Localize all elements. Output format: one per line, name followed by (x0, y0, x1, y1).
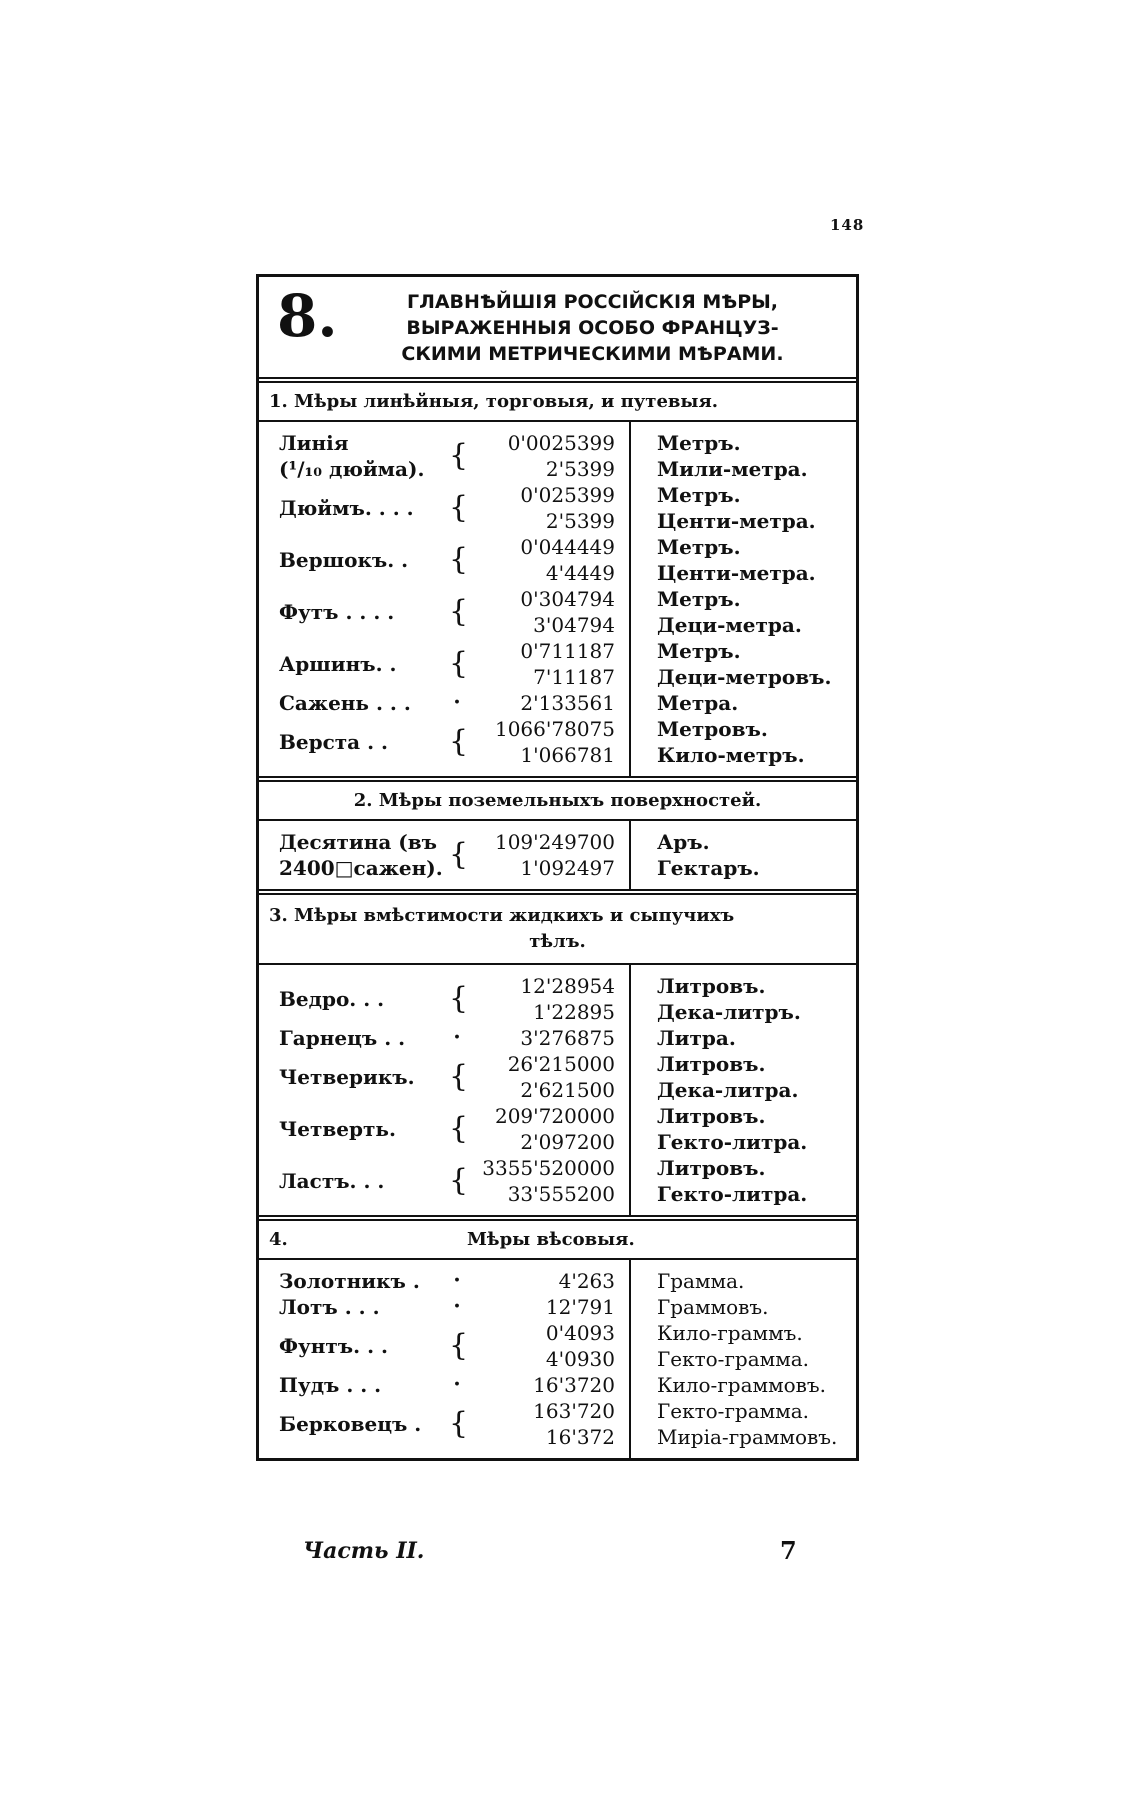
table-row (465, 1103, 856, 1129)
brace-mark: { (449, 1328, 469, 1363)
measure-name (259, 690, 449, 716)
measure-group (259, 829, 856, 881)
measure-group (259, 1398, 856, 1450)
brace-mark: · (452, 1367, 462, 1402)
metric-unit: Литра. (657, 1026, 736, 1050)
metric-value: 3'04794 (533, 613, 615, 637)
measure-name (259, 599, 449, 625)
column-divider (629, 1260, 631, 1458)
measure-name-line: (¹/₁₀ дюйма). (279, 457, 425, 481)
metric-value: 1'092497 (520, 856, 615, 880)
measure-name-line: Десятина (въ (279, 830, 437, 854)
metric-unit: Метръ. (657, 639, 741, 663)
measure-rows (465, 1051, 856, 1103)
measure-name-line: 2400□сажен). (279, 856, 443, 880)
brace-mark: { (449, 646, 469, 681)
metric-value: 1066'78075 (494, 717, 615, 741)
measure-group (259, 534, 856, 586)
table-row (465, 664, 856, 690)
measure-name-line: Ведро. . . (279, 987, 385, 1011)
measure-name (259, 495, 449, 521)
metric-value: 4'263 (558, 1269, 615, 1293)
table-row (465, 1268, 856, 1294)
measure-name-line: Футъ . . . . (279, 600, 395, 624)
measure-name (259, 1116, 449, 1142)
measure-name-line: Четверть. (279, 1117, 396, 1141)
measure-rows (465, 1025, 856, 1051)
brace-mark: { (449, 724, 469, 759)
measure-rows (465, 482, 856, 534)
table-row (465, 1320, 856, 1346)
measure-rows (465, 1268, 856, 1294)
table-row (465, 1077, 856, 1103)
section-header-land: 2. Мѣры поземельныхъ поверхностей. (259, 782, 856, 821)
metric-value: 0'0025399 (507, 431, 615, 455)
measure-group (259, 685, 856, 720)
metric-unit: Гекто-литра. (657, 1130, 808, 1154)
measure-group (259, 973, 856, 1025)
table-row (465, 690, 856, 716)
measure-name-line: Четверикъ. (279, 1065, 415, 1089)
brace-mark: { (449, 490, 469, 525)
table-row (465, 1372, 856, 1398)
table-row (465, 1294, 856, 1320)
measure-group (259, 1155, 856, 1207)
metric-unit: Метра. (657, 691, 739, 715)
brace-mark: { (449, 1406, 469, 1441)
section-header-weight (259, 1221, 856, 1260)
title-line: ВЫРАЖЕННЫЯ ОСОБО ФРАНЦУЗ- (406, 317, 779, 339)
measure-name-line: Ластъ. . . (279, 1169, 385, 1193)
metric-unit: Гекто-грамма. (657, 1347, 810, 1371)
metric-unit: Гекто-грамма. (657, 1399, 810, 1423)
metric-value: 4'0930 (545, 1347, 615, 1371)
table-row (465, 1346, 856, 1372)
measure-rows (465, 1155, 856, 1207)
measure-name (259, 729, 449, 755)
measure-name (259, 829, 449, 881)
title-line: СКИМИ МЕТРИЧЕСКИМИ МѢРАМИ. (401, 343, 784, 365)
measure-name (259, 1294, 449, 1320)
metric-unit: Дека-литръ. (657, 1000, 801, 1024)
brace-mark: { (449, 1059, 469, 1094)
metric-value: 3355'520000 (482, 1156, 615, 1180)
metric-unit: Дека-литра. (657, 1078, 799, 1102)
metric-value: 2'133561 (520, 691, 615, 715)
measure-group (259, 638, 856, 690)
measure-name-line: Лотъ . . . (279, 1295, 380, 1319)
measure-group (259, 716, 856, 768)
measure-group (259, 1103, 856, 1155)
measure-name-line: Фунтъ. . . (279, 1334, 388, 1358)
measure-name (259, 1025, 449, 1051)
brace-mark: { (449, 594, 469, 629)
metric-value: 2'5399 (545, 457, 615, 481)
section-title: Мѣры вѣсовыя. (467, 1229, 635, 1250)
measure-rows (465, 1294, 856, 1320)
brace-mark: · (452, 1020, 462, 1055)
brace-mark: { (449, 542, 469, 577)
metric-value: 0'4093 (545, 1321, 615, 1345)
metric-value: 16'3720 (533, 1373, 615, 1397)
table-row (465, 508, 856, 534)
measure-name-line: Аршинъ. . (279, 652, 397, 676)
measures-table (256, 274, 859, 1461)
metric-unit: Центи-метра. (657, 509, 816, 533)
table-row (465, 456, 856, 482)
measure-rows (465, 1320, 856, 1372)
metric-unit: Кило-метръ. (657, 743, 805, 767)
metric-value: 209'720000 (494, 1104, 615, 1128)
table-row (465, 430, 856, 456)
measure-rows (465, 1372, 856, 1398)
measure-name (259, 1372, 449, 1398)
table-title (259, 277, 856, 383)
metric-value: 4'4449 (545, 561, 615, 585)
table-row (465, 829, 856, 855)
metric-unit: Литровъ. (657, 974, 766, 998)
table-row (465, 534, 856, 560)
metric-value: 109'249700 (494, 830, 615, 854)
table-row (465, 855, 856, 881)
brace-mark: · (452, 1289, 462, 1324)
measure-name (259, 1168, 449, 1194)
measure-group (259, 430, 856, 482)
table-row (465, 612, 856, 638)
measure-rows (465, 1103, 856, 1155)
metric-value: 1'066781 (520, 743, 615, 767)
metric-value: 163'720 (533, 1399, 615, 1423)
measure-group (259, 1020, 856, 1055)
metric-value: 1'22895 (533, 1000, 615, 1024)
column-divider (629, 965, 631, 1215)
measure-name-line: Верста . . (279, 730, 388, 754)
table-row (465, 482, 856, 508)
table-row (465, 742, 856, 768)
metric-unit: Гекто-литра. (657, 1182, 808, 1206)
measure-name-line: Гарнецъ . . (279, 1026, 406, 1050)
brace-mark: · (452, 1263, 462, 1298)
title-line: ГЛАВНѢЙШІЯ РОССІЙСКІЯ МѢРЫ, (406, 291, 779, 313)
measure-group (259, 482, 856, 534)
measure-name-line: Линія (279, 431, 349, 455)
table-row (465, 1129, 856, 1155)
measure-group (259, 1263, 856, 1298)
measure-name-line: Пудъ . . . (279, 1373, 382, 1397)
measure-group (259, 586, 856, 638)
measure-name (259, 1268, 449, 1294)
measure-name (259, 651, 449, 677)
table-row (465, 973, 856, 999)
metric-unit: Метръ. (657, 535, 741, 559)
metric-value: 2'621500 (520, 1078, 615, 1102)
table-row (465, 638, 856, 664)
metric-unit: Кило-граммовъ. (657, 1373, 827, 1397)
metric-unit: Миріа-граммовъ. (657, 1425, 838, 1449)
table-row (465, 1025, 856, 1051)
section-body-weight (259, 1260, 856, 1458)
measure-name-line: Дюймъ. . . . (279, 496, 414, 520)
section-header-volume (259, 895, 856, 965)
metric-value: 33'555200 (507, 1182, 615, 1206)
measure-name-line: Сажень . . . (279, 691, 411, 715)
table-row (465, 1181, 856, 1207)
table-row (465, 1398, 856, 1424)
metric-value: 3'276875 (520, 1026, 615, 1050)
metric-value: 0'044449 (520, 535, 615, 559)
metric-unit: Мили-метра. (657, 457, 808, 481)
measure-name-line: Золотникъ . (279, 1269, 420, 1293)
metric-value: 0'304794 (520, 587, 615, 611)
metric-unit: Литровъ. (657, 1156, 766, 1180)
measure-rows (465, 973, 856, 1025)
metric-unit: Метръ. (657, 483, 741, 507)
metric-unit: Грамма. (657, 1269, 745, 1293)
measure-rows (465, 829, 856, 881)
measure-name (259, 430, 449, 482)
metric-unit: Литровъ. (657, 1052, 766, 1076)
title-text (341, 289, 844, 367)
section-body-land (259, 821, 856, 895)
measure-rows (465, 716, 856, 768)
section-body-volume (259, 965, 856, 1221)
measure-rows (465, 430, 856, 482)
metric-unit: Кило-граммъ. (657, 1321, 803, 1345)
measure-name (259, 1064, 449, 1090)
table-row (465, 999, 856, 1025)
brace-mark: { (449, 438, 469, 473)
measure-rows (465, 534, 856, 586)
metric-unit: Аръ. (657, 830, 710, 854)
section-header-linear: 1. Мѣры линѣйныя, торговыя, и путевыя. (259, 383, 856, 422)
measure-name (259, 547, 449, 573)
signature-mark: 7 (780, 1536, 797, 1565)
metric-unit: Метръ. (657, 431, 741, 455)
measure-group (259, 1367, 856, 1402)
section-body-linear (259, 422, 856, 782)
metric-value: 12'791 (545, 1295, 615, 1319)
metric-value: 16'372 (545, 1425, 615, 1449)
metric-value: 0'025399 (520, 483, 615, 507)
section-number: 4. (269, 1229, 288, 1250)
table-row (465, 586, 856, 612)
brace-mark: · (452, 685, 462, 720)
section-header-line: тѣлъ. (529, 931, 586, 952)
table-row (465, 1051, 856, 1077)
metric-unit: Деци-метра. (657, 613, 802, 637)
metric-unit: Центи-метра. (657, 561, 816, 585)
metric-value: 26'215000 (507, 1052, 615, 1076)
measure-group (259, 1289, 856, 1324)
measure-rows (465, 586, 856, 638)
measure-rows (465, 1398, 856, 1450)
metric-value: 7'11187 (533, 665, 615, 689)
metric-unit: Граммовъ. (657, 1295, 769, 1319)
table-row (465, 716, 856, 742)
measure-group (259, 1320, 856, 1372)
column-divider (629, 821, 631, 889)
brace-mark: { (449, 1163, 469, 1198)
metric-unit: Гектаръ. (657, 856, 760, 880)
table-row (465, 1155, 856, 1181)
measure-name-line: Берковецъ . (279, 1412, 422, 1436)
measure-name (259, 1411, 449, 1437)
measure-rows (465, 638, 856, 690)
brace-mark: { (449, 837, 469, 872)
part-label: Часть II. (303, 1538, 425, 1564)
metric-unit: Метръ. (657, 587, 741, 611)
measure-name (259, 1333, 449, 1359)
brace-mark: { (449, 981, 469, 1016)
measure-rows (465, 690, 856, 716)
brace-mark: { (449, 1111, 469, 1146)
metric-value: 12'28954 (520, 974, 615, 998)
measure-name (259, 986, 449, 1012)
measure-group (259, 1051, 856, 1103)
page-number: 148 (830, 216, 865, 234)
table-row (465, 1424, 856, 1450)
table-number: 8. (277, 282, 338, 350)
column-divider (629, 422, 631, 776)
metric-unit: Деци-метровъ. (657, 665, 832, 689)
metric-unit: Литровъ. (657, 1104, 766, 1128)
measure-name-line: Вершокъ. . (279, 548, 409, 572)
metric-value: 2'097200 (520, 1130, 615, 1154)
table-row (465, 560, 856, 586)
metric-unit: Метровъ. (657, 717, 768, 741)
metric-value: 0'711187 (520, 639, 615, 663)
section-header-line: 3. Мѣры вмѣстимости жидкихъ и сыпучихъ (269, 905, 735, 926)
metric-value: 2'5399 (545, 509, 615, 533)
